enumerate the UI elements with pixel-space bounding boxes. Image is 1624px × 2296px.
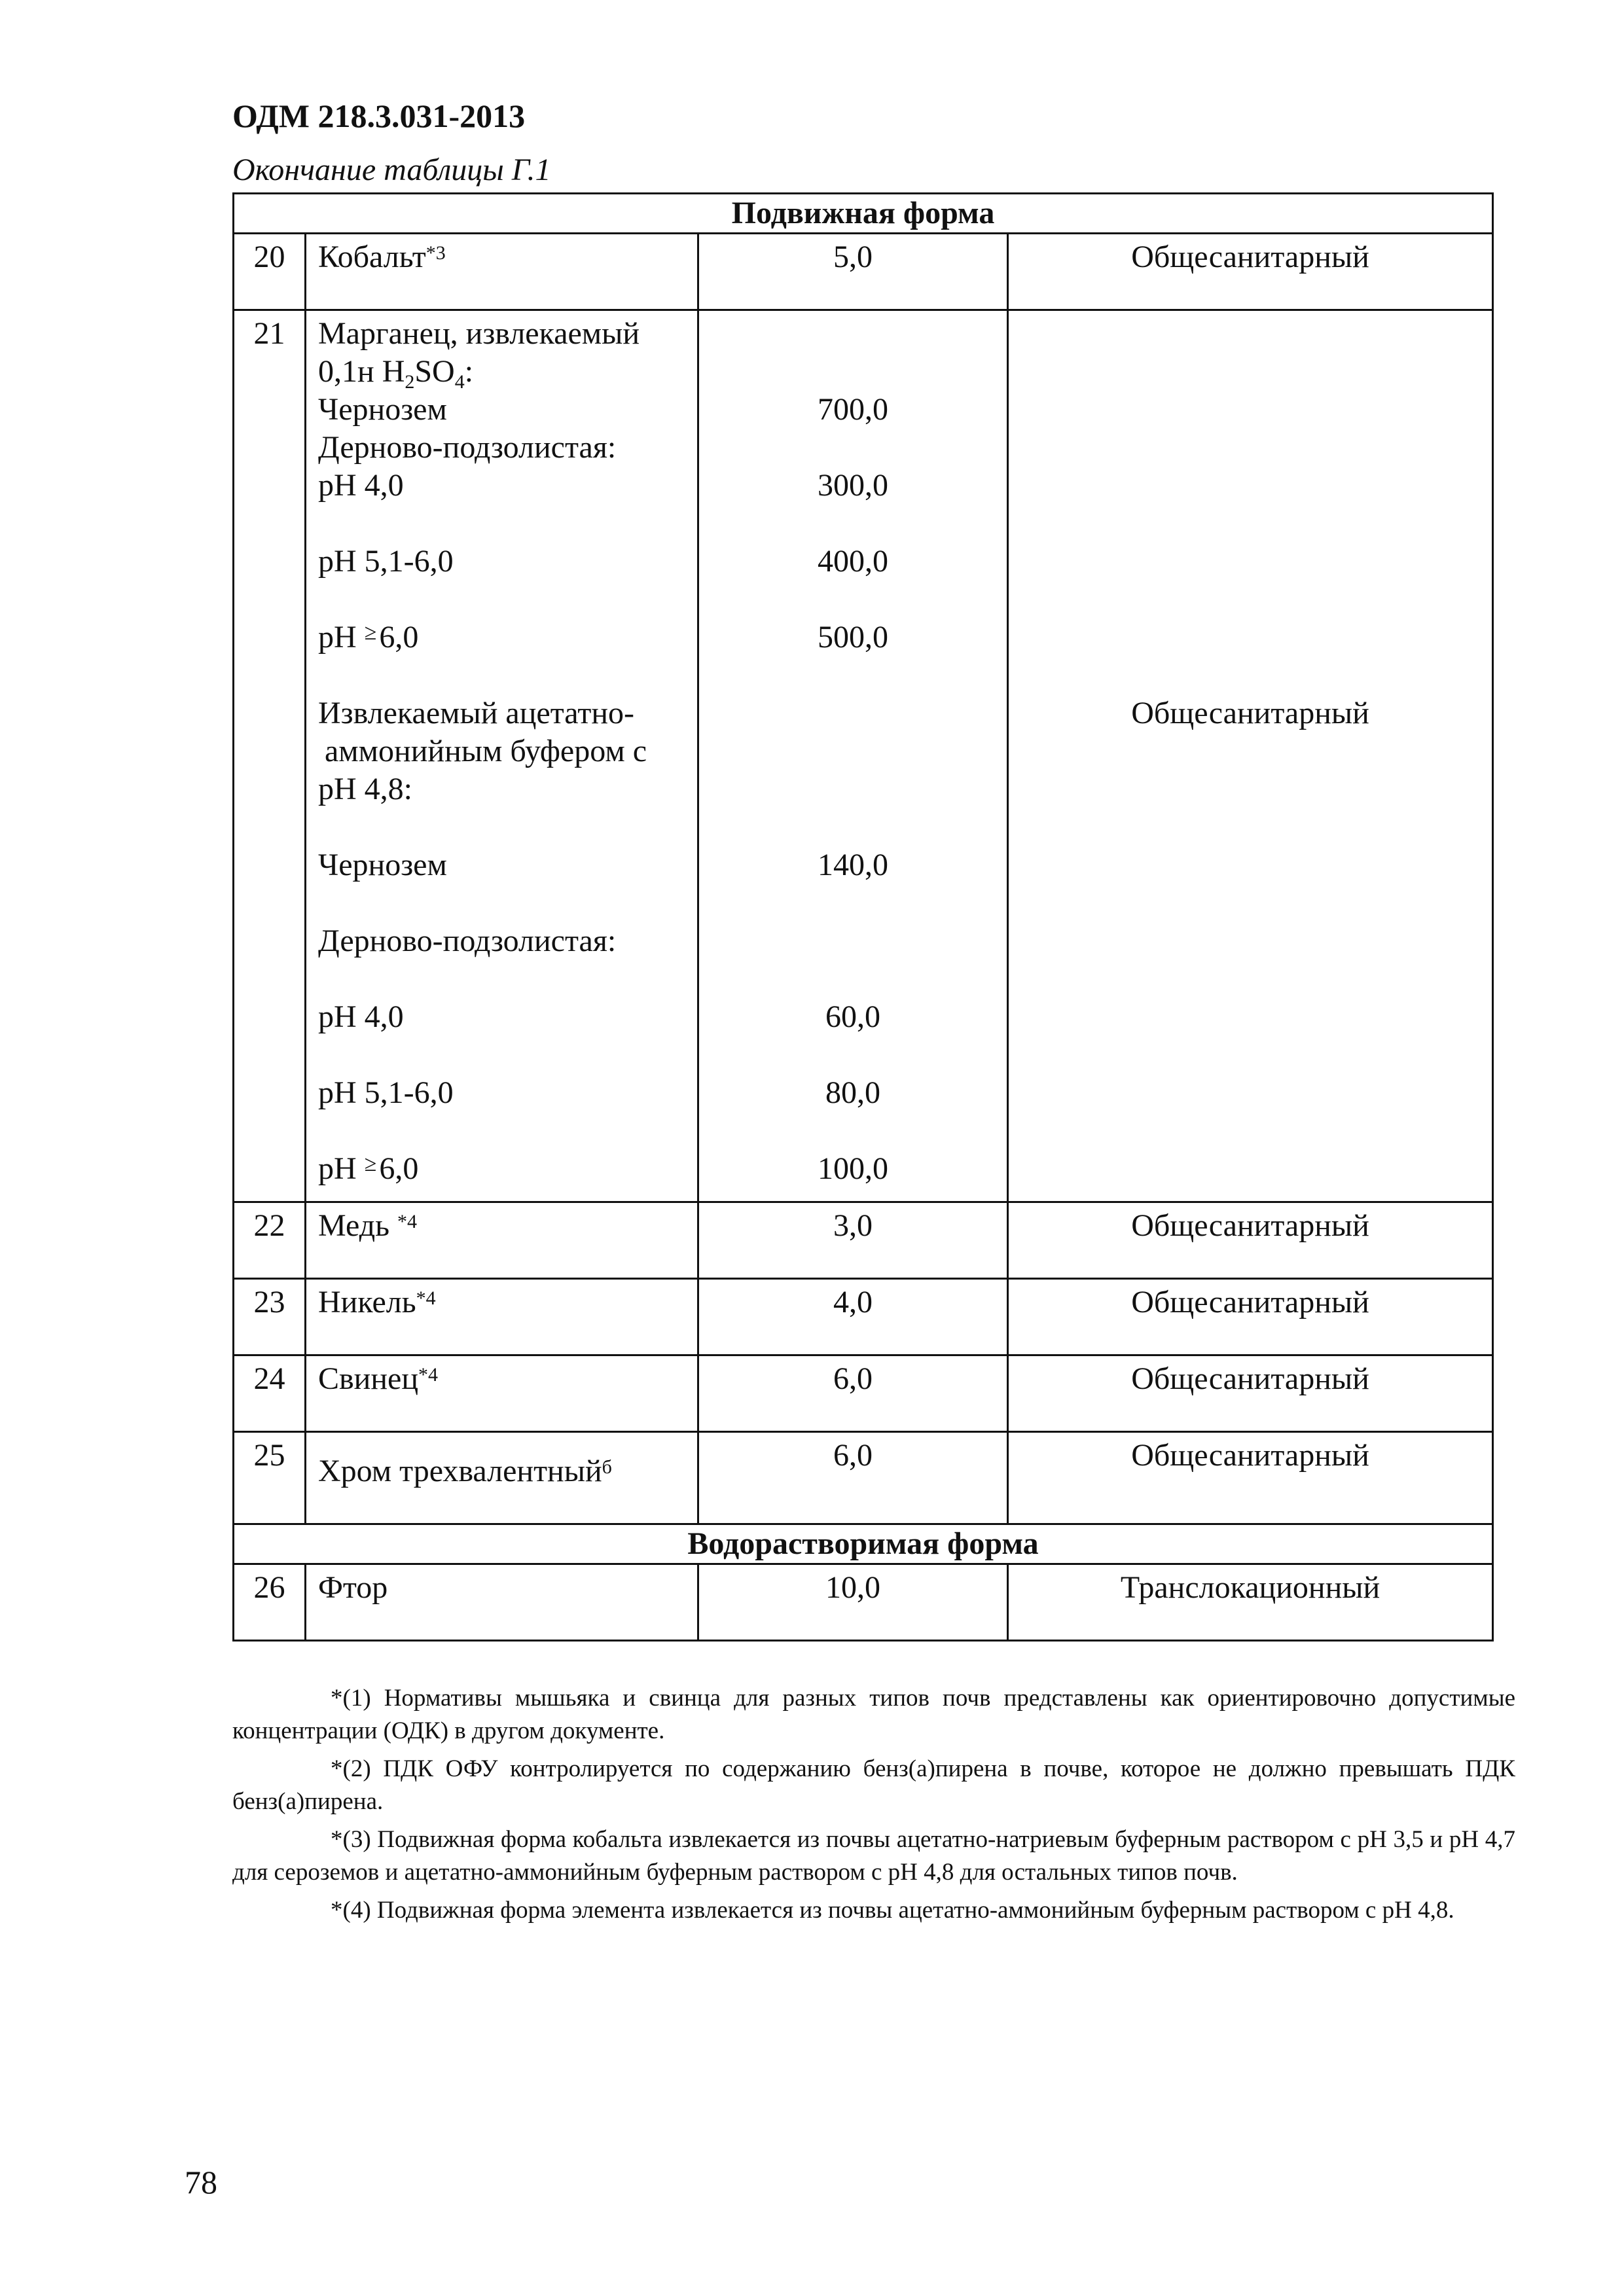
footnote-mark: *3 [425,242,446,264]
value-cell: 5,0 [698,234,1008,310]
element-name: Никель$^{*4}$ [306,1279,698,1355]
row-number: 23 [234,1279,306,1355]
table-row [234,1279,1493,1355]
footnote: *(3) Подвижная форма кобальта извлекается из почвы ацетатно-натриевым буферным раствором с pH 3,5 и pH 4,7 для сероземов и ацетатно-аммонийным буферным раствором с pH 4,8 для остальных типов почв. [232,1826,1515,1886]
page-number: 78 [185,2164,217,2200]
table-row [234,1355,1493,1432]
value-cell: 700,0 300,0 400,0 500,0 140,0 60,0 80,0 100,0 [698,310,1008,1202]
element-name: Фтор [306,1564,698,1641]
value-cell: 6,0 [698,1432,1008,1524]
footnote: *(1) Нормативы мышьяка и свинца для разных типов почв представлены как ориентировочно допустимые концентрации (ОДК) в другом документе. [232,1685,1515,1744]
element-name: Свинец$^{*4}$ [306,1355,698,1432]
value-cell: 10,0 [698,1564,1008,1641]
row-number: 22 [234,1202,306,1279]
table-row [234,1564,1493,1641]
reagent-formula: 0,1н $H_2SO_4$: [318,354,474,393]
footnotes [232,1682,1515,1932]
table-row [234,1432,1493,1524]
table-caption: Окончание таблицы Г.1 [232,152,551,187]
hazard-class-cell: Общесанитарный [1008,310,1493,1202]
footnote-mark: *4 [416,1287,436,1309]
element-name: Медь $^{*4}$ [306,1202,698,1279]
row-number: 26 [234,1564,306,1641]
element-name: Хром трехвалентный$^б$ [306,1432,698,1524]
section-title-mobile: Подвижная форма [234,194,1493,234]
value-cell: 6,0 [698,1355,1008,1432]
greater-equal-sign: ≥ [364,620,377,645]
hazard-class-cell: Общесанитарный [1008,234,1493,310]
standards-table [232,192,1494,1641]
document-code: ОДМ 218.3.031-2013 [232,98,526,134]
hazard-class-cell: Общесанитарный [1008,1355,1493,1432]
table-row [234,234,1493,310]
row-number: 20 [234,234,306,310]
footnote: *(4) Подвижная форма элемента извлекается из почвы ацетатно-аммонийным буферным раствором с pH 4,8. [331,1897,1454,1924]
value-cell: 4,0 [698,1279,1008,1355]
footnote-mark: *4 [418,1364,439,1386]
element-name: Марганец, извлекаемый 0,1н $H_2SO_4$: Чернозем Дерново-подзолистая: pH 4,0 pH 5,1-6,0 pH ≥6,0 Извлекаемый ацетатно- аммонийным буфером с pH 4,8: Чернозем Дерново-подзолистая: pH 4,0 pH 5,1-6,0 pH ≥6,0 [306,310,698,1202]
hazard-class-cell: Общесанитарный [1008,1279,1493,1355]
hazard-class-cell: Общесанитарный [1008,1202,1493,1279]
table-row [234,1202,1493,1279]
hazard-class-cell: Транслокационный [1008,1564,1493,1641]
row-number: 21 [234,310,306,1202]
section-header-row [234,194,1493,234]
section-title-water: Водорастворимая форма [234,1524,1493,1564]
footnote: *(2) ПДК ОФУ контролируется по содержанию бенз(а)пирена в почве, которое не должно превышать ПДК бенз(а)пирена. [232,1755,1515,1815]
row-number: 25 [234,1432,306,1524]
footnote-mark: *4 [397,1211,418,1232]
greater-equal-sign: ≥ [364,1152,377,1176]
section-header-row [234,1524,1493,1564]
table-row [234,310,1493,1202]
hazard-class-cell: Общесанитарный [1008,1432,1493,1524]
value-cell: 3,0 [698,1202,1008,1279]
row-number: 24 [234,1355,306,1432]
footnote-mark: б [602,1456,612,1478]
element-name: Кобальт$^{*3}$ [306,234,698,310]
